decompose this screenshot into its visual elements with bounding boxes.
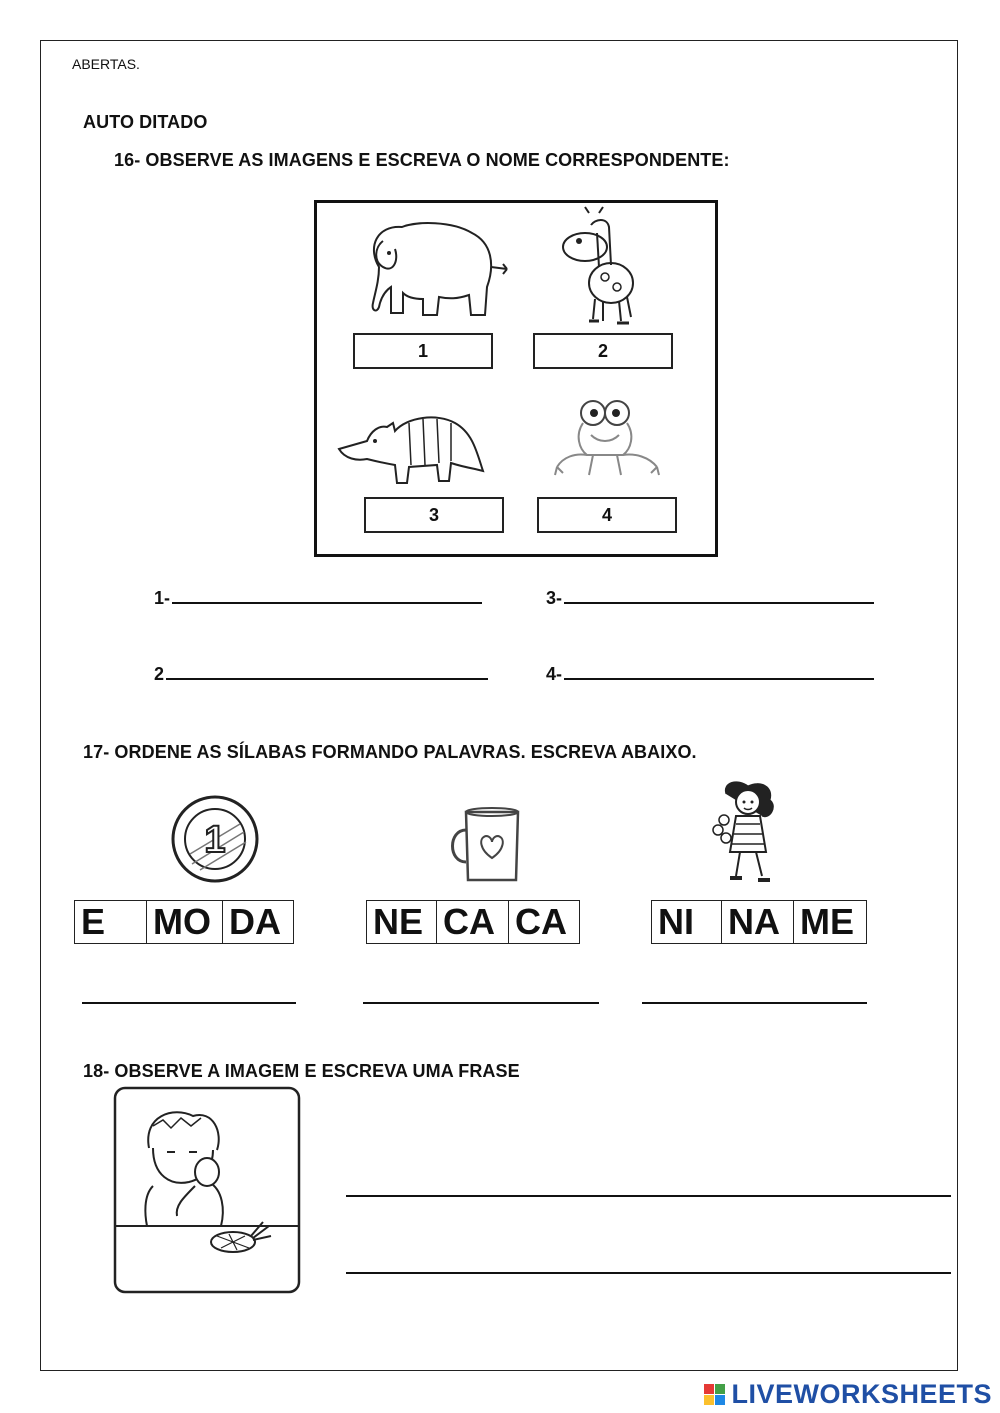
answer-label-1: 1-	[154, 588, 171, 608]
blank-line[interactable]	[564, 677, 874, 680]
blank-line[interactable]	[564, 601, 874, 604]
syllable-group-3	[651, 900, 867, 944]
answer-label-3: 3-	[546, 588, 563, 608]
q18-title: 18- OBSERVE A IMAGEM E ESCREVA UMA FRASE	[83, 1061, 520, 1081]
boy-eating-illustration	[113, 1086, 301, 1294]
section-title: AUTO DITADO	[83, 112, 208, 132]
girl-illustration	[708, 780, 788, 886]
answer-line-2[interactable]	[154, 664, 488, 685]
animals-image-box	[314, 200, 718, 557]
elephant-illustration	[357, 217, 512, 327]
liveworksheets-brand	[704, 1379, 992, 1410]
mug-illustration	[444, 806, 524, 886]
liveworksheets-logo-icon	[704, 1384, 725, 1405]
coin-illustration	[170, 794, 260, 884]
answer-line-1[interactable]	[154, 588, 482, 609]
answer-box-1: 1	[353, 333, 493, 369]
q16-title: 16- OBSERVE AS IMAGENS E ESCREVA O NOME CORRESPONDENTE:	[114, 150, 730, 170]
sentence-line-1[interactable]	[346, 1195, 951, 1197]
syllable-cell: E	[75, 901, 147, 943]
syllable-cell: CA	[515, 901, 567, 942]
syllable-cell: ME	[800, 901, 854, 942]
brand-name: LIVEWORKSHEETS	[731, 1379, 992, 1409]
answer-label-4: 4-	[546, 664, 563, 684]
frog-illustration	[553, 395, 663, 485]
top-text: ABERTAS.	[72, 56, 140, 72]
answer-box-3: 3	[364, 497, 504, 533]
word-answer-line-2[interactable]	[363, 1002, 599, 1004]
answer-label-2: 2	[154, 664, 165, 684]
syllable-cell: DA	[229, 901, 281, 942]
syllable-cell: NA	[722, 901, 794, 943]
q17-title: 17- ORDENE AS SÍLABAS FORMANDO PALAVRAS. ESCREVA ABAIXO.	[83, 742, 697, 762]
syllable-cell: NE	[367, 901, 437, 943]
giraffe-illustration	[555, 205, 645, 327]
word-answer-line-3[interactable]	[642, 1002, 867, 1004]
blank-line[interactable]	[166, 677, 488, 680]
syllable-group-2	[366, 900, 580, 944]
answer-line-3[interactable]	[546, 588, 874, 609]
syllable-cell: NI	[652, 901, 722, 943]
answer-line-4[interactable]	[546, 664, 874, 685]
sentence-line-2[interactable]	[346, 1272, 951, 1274]
syllable-group-1	[74, 900, 294, 944]
syllable-cell: CA	[437, 901, 509, 943]
word-answer-line-1[interactable]	[82, 1002, 296, 1004]
blank-line[interactable]	[172, 601, 482, 604]
syllable-cell: MO	[147, 901, 223, 943]
answer-box-2: 2	[533, 333, 673, 369]
answer-box-4: 4	[537, 497, 677, 533]
coin-digit: 1	[204, 819, 226, 861]
armadillo-illustration	[337, 409, 487, 489]
